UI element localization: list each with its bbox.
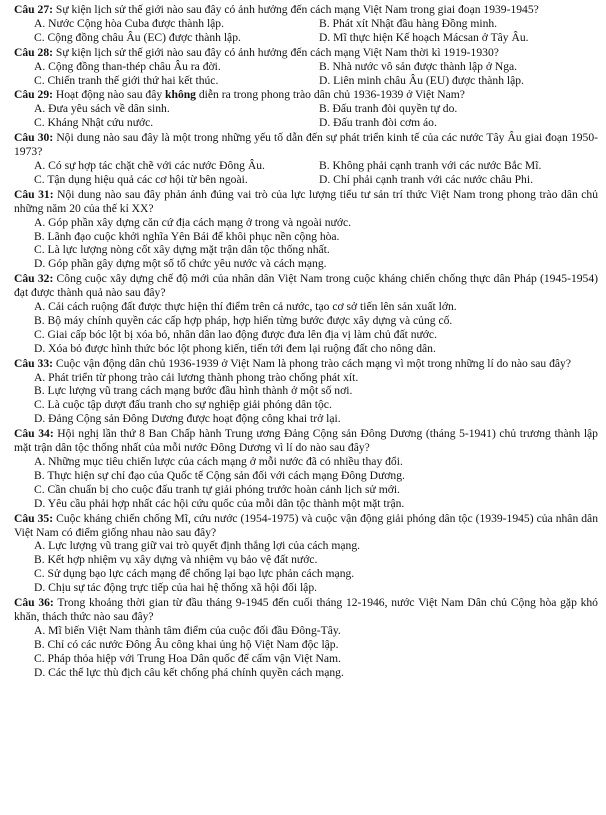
option-d[interactable]: D. Liên minh châu Âu (EU) được thành lập.: [319, 73, 524, 87]
question-text-pre: Hoạt động nào sau đây: [55, 88, 166, 102]
question-number: Câu 28:: [14, 45, 53, 59]
question-stem: [14, 46, 598, 60]
question-text-post: diễn ra trong phong trào dân chủ 1936-1939 ở Việt Nam?: [195, 88, 465, 102]
option-b[interactable]: B. Phát xít Nhật đầu hàng Đồng minh.: [319, 16, 498, 30]
option-c[interactable]: C. Là lực lượng nòng cốt xây dựng mặt trận dân tộc thống nhất.: [34, 243, 330, 257]
options: [14, 300, 598, 356]
question-text: Cuộc vận động dân chủ 1936-1939 ở Việt Nam là phong trào cách mạng vì một trong những lí do nào sau đây?: [55, 356, 571, 370]
question-35: [14, 512, 598, 595]
option-c[interactable]: C. Cần chuẩn bị cho cuộc đấu tranh tự giải phóng trước hoàn cảnh lịch sử mới.: [34, 482, 400, 496]
options: [14, 539, 598, 595]
question-stem: [14, 88, 598, 102]
question-text: Nội dung nào sau đây là một trong những yếu tố dẫn đến sự phát triển kinh tế của các nước Tây Âu giai đoạn 1950-1973?: [14, 131, 598, 159]
option-a[interactable]: A. Lực lượng vũ trang giữ vai trò quyết định thắng lợi của cách mạng.: [34, 539, 361, 553]
options: [14, 624, 598, 680]
option-d[interactable]: D. Các thế lực thù địch câu kết chống phá chính quyền cách mạng.: [34, 665, 344, 679]
option-d[interactable]: D. Xóa bỏ được hình thức bóc lột phong kiến, tiến tới đem lại ruộng đất cho nông dân.: [34, 341, 436, 355]
options: [14, 371, 598, 427]
options: [14, 17, 598, 45]
option-d[interactable]: D. Đấu tranh đòi cơm áo.: [319, 116, 437, 130]
question-stem: [14, 188, 598, 216]
option-b[interactable]: B. Thực hiện sự chỉ đạo của Quốc tế Cộng sản đối với cách mạng Đông Dương.: [34, 468, 405, 482]
option-b[interactable]: B. Không phải cạnh tranh với các nước Bắc Mĩ.: [319, 158, 542, 172]
question-34: [14, 427, 598, 510]
question-number: Câu 34:: [14, 427, 54, 441]
option-a[interactable]: A. Đưa yêu sách về dân sinh.: [34, 102, 170, 116]
option-c[interactable]: C. Tận dụng hiệu quả các cơ hội từ bên ngoài.: [34, 172, 248, 186]
option-a[interactable]: A. Phát triển từ phong trào cải lương thành phong trào chống phát xít.: [34, 370, 359, 384]
question-32: [14, 272, 598, 355]
options: [14, 60, 598, 88]
option-a[interactable]: A. Mĩ biến Việt Nam thành tâm điểm của cuộc đối đầu Đông-Tây.: [34, 623, 341, 637]
option-b[interactable]: B. Lực lượng vũ trang cách mạng bước đầu hình thành ở một số nơi.: [34, 384, 353, 398]
question-keyword: không: [165, 88, 196, 102]
question-stem: [14, 596, 598, 624]
option-c[interactable]: C. Pháp thỏa hiệp với Trung Hoa Dân quốc để cấm vận Việt Nam.: [34, 651, 341, 665]
option-d[interactable]: D. Góp phần gây dựng một số tổ chức yêu nước và cách mạng.: [34, 257, 327, 271]
question-text: Hội nghị lần thứ 8 Ban Chấp hành Trung ương Đảng Cộng sản Đông Dương (tháng 5-1941) chủ trương thành lập mặt trận dân tộc thống nhất của mỗi nước Đông Dương vì lí do nào sau đây?: [14, 427, 598, 455]
option-c[interactable]: C. Sử dụng bạo lực cách mạng để chống lại bạo lực phản cách mạng.: [34, 567, 355, 581]
question-stem: [14, 3, 598, 17]
options: [14, 216, 598, 272]
question-text: Cuộc kháng chiến chống Mĩ, cứu nước (1954-1975) và cuộc vận động giải phóng dân tộc (1939-1945) của nhân dân Việt Nam có điểm giống nhau nào sau đây?: [14, 511, 598, 539]
question-number: Câu 27:: [14, 3, 53, 16]
question-stem: [14, 427, 598, 455]
option-a[interactable]: A. Có sự hợp tác chặt chẽ với các nước Đông Âu.: [34, 158, 265, 172]
options: [14, 455, 598, 511]
question-stem: [14, 357, 598, 371]
option-c[interactable]: C. Giai cấp bóc lột bị xóa bỏ, nhân dân lao động được đưa lên địa vị làm chủ đất nước.: [34, 327, 437, 341]
question-stem: [14, 272, 598, 300]
option-b[interactable]: B. Đấu tranh đòi quyền tự do.: [319, 102, 458, 116]
options: [14, 159, 598, 187]
question-number: Câu 35:: [14, 511, 54, 525]
question-text: Công cuộc xây dựng chế độ mới của nhân dân Việt Nam trong cuộc kháng chiến chống thực dân Pháp (1945-1954) đạt được thành quả nào sau đây?: [14, 272, 598, 300]
question-text: Trong khoảng thời gian từ đầu tháng 9-1945 đến cuối tháng 12-1946, nước Việt Nam Dân chủ Cộng hòa gặp khó khăn, thách thức nào sau đây?: [14, 596, 598, 623]
option-d[interactable]: D. Yêu cầu phải hợp nhất các hội cứu quốc của mỗi dân tộc thành một mặt trận.: [34, 496, 405, 510]
option-a[interactable]: A. Nước Cộng hòa Cuba được thành lập.: [34, 16, 225, 30]
question-text: Nội dung nào sau đây phản ánh đúng vai trò của lực lượng tiểu tư sản trí thức Việt Nam trong phong trào dân chủ những năm 20 của thế kỉ XX?: [14, 187, 598, 215]
question-number: Câu 31:: [14, 187, 54, 201]
question-text: Sự kiện lịch sử thế giới nào sau đây có ảnh hưởng đến cách mạng Việt Nam thời kì 1919-1930?: [55, 45, 499, 59]
option-a[interactable]: A. Những mục tiêu chiến lược của cách mạng ở mỗi nước đã có nhiều thay đổi.: [34, 455, 403, 468]
option-c[interactable]: C. Cộng đồng châu Âu (EC) được thành lập.: [34, 30, 241, 44]
option-a[interactable]: A. Cộng đồng than-thép châu Âu ra đời.: [34, 59, 221, 73]
option-b[interactable]: B. Kết hợp nhiệm vụ xây dựng và nhiệm vụ bảo vệ đất nước.: [34, 553, 318, 567]
question-number: Câu 32:: [14, 272, 54, 286]
question-28: [14, 46, 598, 88]
question-stem: [14, 131, 598, 159]
options: [14, 102, 598, 130]
question-33: [14, 357, 598, 427]
question-stem: [14, 512, 598, 540]
question-29: [14, 88, 598, 130]
question-36: [14, 596, 598, 679]
option-a[interactable]: A. Cải cách ruộng đất được thực hiện thí điểm trên cả nước, tạo cơ sở tiến lên sản xuất lớn.: [34, 300, 457, 314]
question-number: Câu 29:: [14, 88, 53, 102]
option-b[interactable]: B. Bộ máy chính quyền các cấp hợp pháp, hợp hiến từng bước được xây dựng và củng cố.: [34, 313, 453, 327]
option-c[interactable]: C. Là cuộc tập dượt đấu tranh cho sự nghiệp giải phóng dân tộc.: [34, 398, 332, 412]
option-d[interactable]: D. Chịu sự tác động trực tiếp của hai hệ thống xã hội đối lập.: [34, 581, 318, 595]
option-c[interactable]: C. Chiến tranh thế giới thứ hai kết thúc.: [34, 73, 219, 87]
question-number: Câu 33:: [14, 356, 53, 370]
option-c[interactable]: C. Kháng Nhật cứu nước.: [34, 116, 154, 130]
question-27: [14, 3, 598, 45]
option-b[interactable]: B. Nhà nước vô sản được thành lập ở Nga.: [319, 59, 518, 73]
question-30: [14, 131, 598, 187]
option-d[interactable]: D. Chỉ phải cạnh tranh với các nước châu Phi.: [319, 172, 533, 186]
option-b[interactable]: B. Lãnh đạo cuộc khởi nghĩa Yên Bái để khôi phục nền cộng hòa.: [34, 229, 340, 243]
option-d[interactable]: D. Mĩ thực hiện Kế hoạch Mácsan ở Tây Âu.: [319, 30, 529, 44]
question-number: Câu 36:: [14, 596, 54, 610]
option-b[interactable]: B. Chỉ có các nước Đông Âu công khai ủng hộ Việt Nam độc lập.: [34, 637, 339, 651]
question-31: [14, 188, 598, 271]
option-a[interactable]: A. Góp phần xây dựng căn cứ địa cách mạng ở trong và ngoài nước.: [34, 215, 351, 229]
question-text: Sự kiện lịch sử thế giới nào sau đây có ảnh hưởng đến cách mạng Việt Nam trong giai đoạn 1939-1945?: [55, 3, 539, 16]
option-d[interactable]: D. Đảng Cộng sản Đông Dương được hoạt động công khai trở lại.: [34, 412, 341, 426]
question-number: Câu 30:: [14, 131, 54, 145]
